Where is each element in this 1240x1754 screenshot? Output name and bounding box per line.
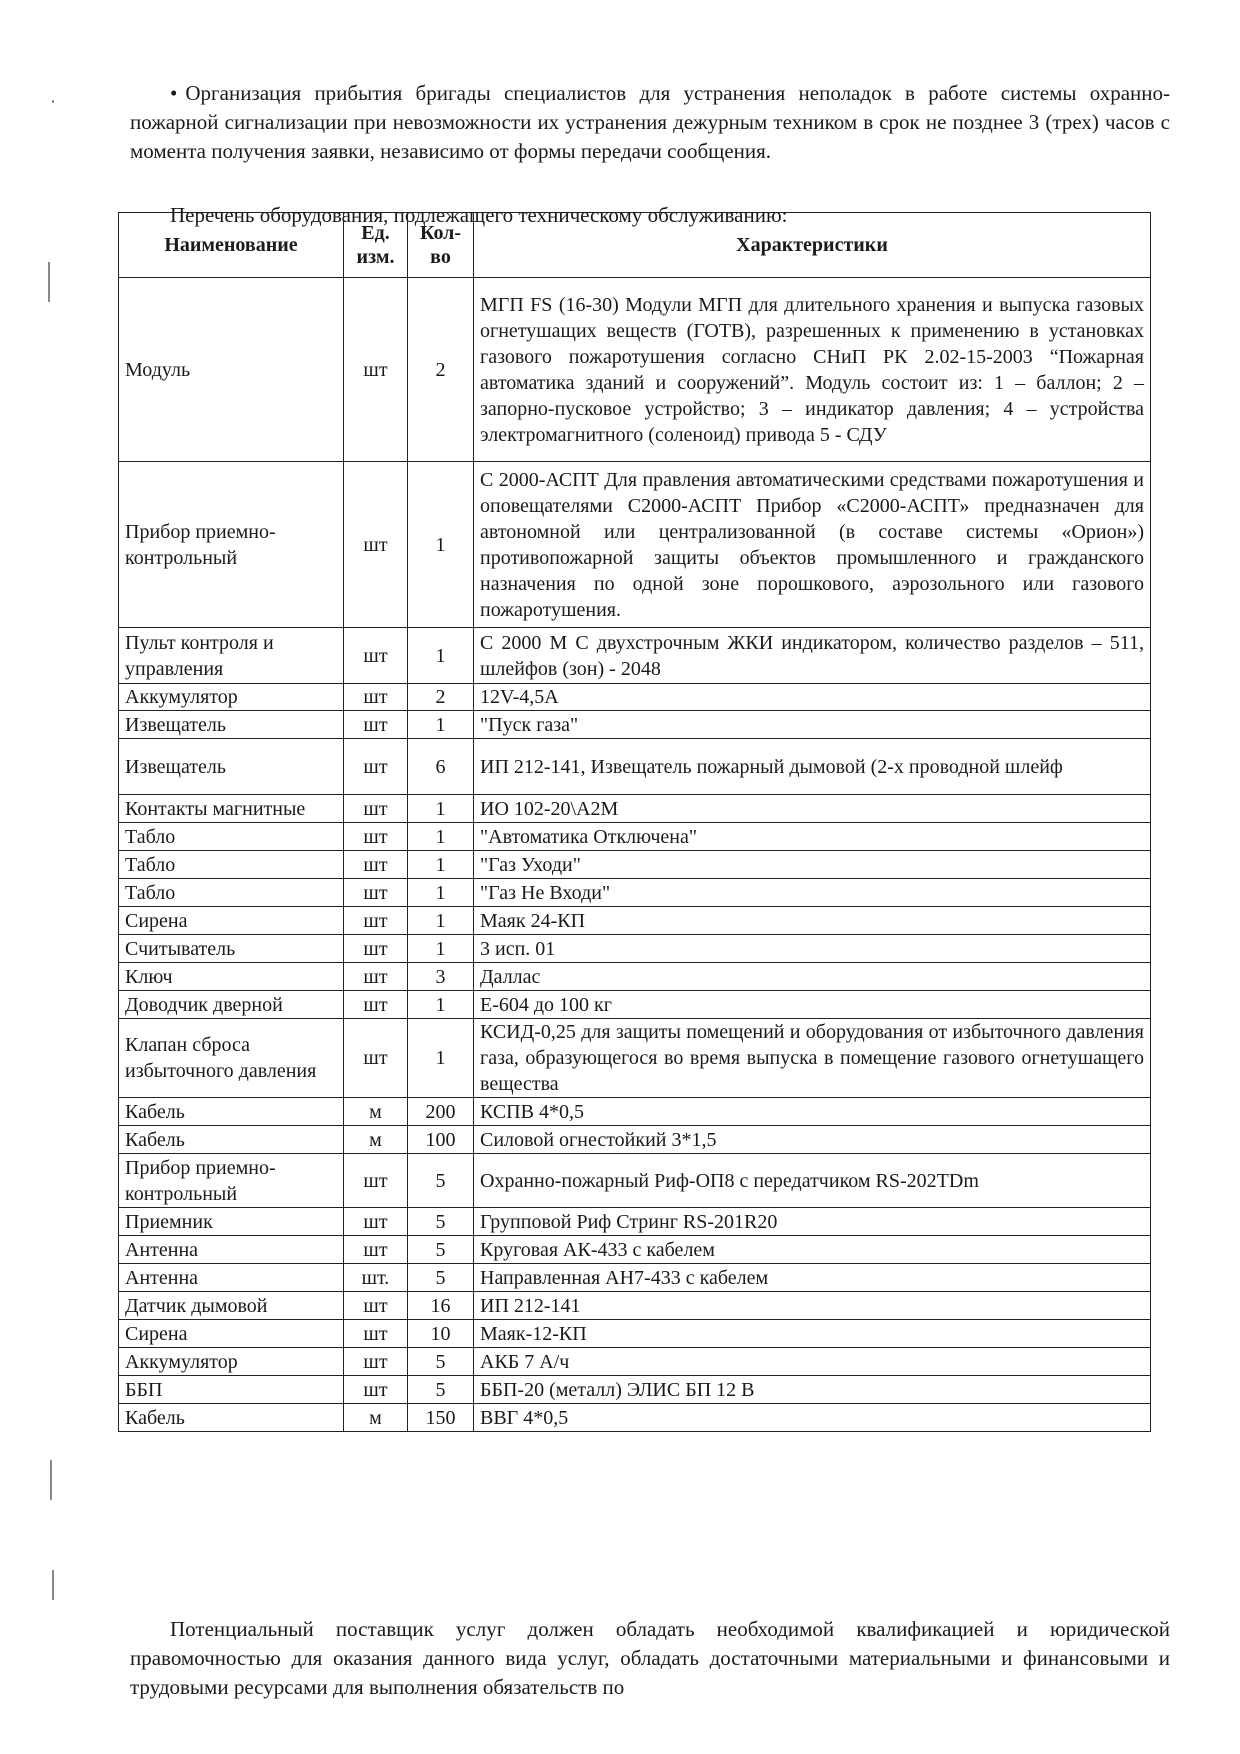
cell-unit: шт [344, 823, 408, 851]
table-row [119, 851, 1151, 879]
cell-desc: Охранно-пожарный Риф-ОП8 с передатчиком RS-202TDm [474, 1154, 1151, 1208]
cell-name: Антенна [119, 1264, 344, 1292]
cell-desc: Круговая АК-433 с кабелем [474, 1236, 1151, 1264]
cell-qty: 100 [408, 1126, 474, 1154]
cell-unit: шт [344, 1154, 408, 1208]
table-row [119, 628, 1151, 684]
cell-qty: 1 [408, 879, 474, 907]
header-unit: Ед. изм. [344, 213, 408, 278]
cell-unit: шт [344, 851, 408, 879]
bullet-symbol: • [170, 81, 178, 105]
cell-unit: шт [344, 684, 408, 711]
cell-unit: шт [344, 628, 408, 684]
cell-unit: шт [344, 278, 408, 462]
cell-qty: 1 [408, 991, 474, 1019]
cell-desc: С 2000 М С двухстрочным ЖКИ индикатором, количество разделов – 511, шлейфов (зон) - 2048 [474, 628, 1151, 684]
cell-name: Сирена [119, 907, 344, 935]
cell-desc: Маяк 24-КП [474, 907, 1151, 935]
cell-desc: КСИД-0,25 для защиты помещений и оборудования от избыточного давления газа, образующегося во время выпуска в помещение газового огнетушащего вещества [474, 1019, 1151, 1098]
cell-name: Антенна [119, 1236, 344, 1264]
cell-qty: 1 [408, 851, 474, 879]
cell-desc: ВВГ 4*0,5 [474, 1404, 1151, 1432]
cell-qty: 1 [408, 823, 474, 851]
cell-name: Кабель [119, 1404, 344, 1432]
cell-desc: ББП-20 (металл) ЭЛИС БП 12 В [474, 1376, 1151, 1404]
cell-unit: м [344, 1098, 408, 1126]
cell-qty: 16 [408, 1292, 474, 1320]
cell-desc: Силовой огнестойкий 3*1,5 [474, 1126, 1151, 1154]
cell-name: Пульт контроля и управления [119, 628, 344, 684]
table-row [119, 1404, 1151, 1432]
cell-name: Модуль [119, 278, 344, 462]
list-title: Перечень оборудования, подлежащего техническому обслуживанию: [170, 203, 788, 227]
cell-desc: Маяк-12-КП [474, 1320, 1151, 1348]
cell-qty: 1 [408, 711, 474, 739]
cell-name: Считыватель [119, 935, 344, 963]
table-row [119, 1098, 1151, 1126]
cell-name: Табло [119, 823, 344, 851]
cell-name: Ключ [119, 963, 344, 991]
header-desc: Характеристики [474, 213, 1151, 278]
table-row [119, 1376, 1151, 1404]
table-header-row [119, 213, 1151, 278]
scan-mark [52, 1570, 54, 1600]
cell-unit: шт [344, 907, 408, 935]
cell-desc: "Газ Уходи" [474, 851, 1151, 879]
table-row [119, 795, 1151, 823]
equipment-table [118, 212, 1151, 1432]
cell-unit: шт [344, 935, 408, 963]
cell-desc: КСПВ 4*0,5 [474, 1098, 1151, 1126]
cell-desc: Групповой Риф Стринг RS-201R20 [474, 1208, 1151, 1236]
cell-name: Кабель [119, 1098, 344, 1126]
scan-mark [52, 100, 54, 103]
cell-unit: шт [344, 1320, 408, 1348]
cell-desc: 3 исп. 01 [474, 935, 1151, 963]
cell-name: Контакты магнитные [119, 795, 344, 823]
cell-desc: "Пуск газа" [474, 711, 1151, 739]
cell-name: Аккумулятор [119, 1348, 344, 1376]
table-row [119, 1154, 1151, 1208]
intro-text: Организация прибытия бригады специалистов для устранения неполадок в работе системы охранно-пожарной сигнализации при невозможности их устранения дежурным техником в срок не позднее 3 (трех) часов с момента получения заявки, независимо от формы передачи сообщения. [130, 81, 1170, 163]
table-row [119, 907, 1151, 935]
cell-qty: 5 [408, 1264, 474, 1292]
table-row [119, 823, 1151, 851]
table-row [119, 739, 1151, 795]
cell-qty: 10 [408, 1320, 474, 1348]
cell-qty: 1 [408, 907, 474, 935]
cell-qty: 200 [408, 1098, 474, 1126]
cell-unit: шт [344, 1376, 408, 1404]
cell-desc: "Автоматика Отключена" [474, 823, 1151, 851]
scan-mark [50, 1460, 52, 1500]
header-qty: Кол-во [408, 213, 474, 278]
cell-unit: шт [344, 1348, 408, 1376]
cell-desc: Е-604 до 100 кг [474, 991, 1151, 1019]
cell-qty: 1 [408, 628, 474, 684]
cell-qty: 5 [408, 1208, 474, 1236]
cell-name: Извещатель [119, 711, 344, 739]
table-row [119, 963, 1151, 991]
header-name: Наименование [119, 213, 344, 278]
cell-qty: 1 [408, 935, 474, 963]
table-row [119, 462, 1151, 628]
table-row [119, 1019, 1151, 1098]
table-row [119, 1126, 1151, 1154]
cell-name: Кабель [119, 1126, 344, 1154]
table-row [119, 711, 1151, 739]
table-row [119, 879, 1151, 907]
cell-desc: "Газ Не Входи" [474, 879, 1151, 907]
table-row [119, 1208, 1151, 1236]
cell-name: Датчик дымовой [119, 1292, 344, 1320]
cell-unit: шт [344, 739, 408, 795]
cell-name: Прибор приемно-контрольный [119, 1154, 344, 1208]
cell-name: Доводчик дверной [119, 991, 344, 1019]
cell-name: Табло [119, 879, 344, 907]
cell-unit: м [344, 1126, 408, 1154]
table-row [119, 684, 1151, 711]
cell-unit: шт [344, 991, 408, 1019]
cell-desc: 12V-4,5A [474, 684, 1151, 711]
cell-name: Клапан сброса избыточного давления [119, 1019, 344, 1098]
cell-qty: 5 [408, 1348, 474, 1376]
table-row [119, 1292, 1151, 1320]
cell-qty: 2 [408, 278, 474, 462]
cell-desc: ИО 102-20\А2М [474, 795, 1151, 823]
cell-name: Аккумулятор [119, 684, 344, 711]
cell-unit: шт [344, 462, 408, 628]
cell-name: Извещатель [119, 739, 344, 795]
cell-name: Табло [119, 851, 344, 879]
cell-unit: шт [344, 711, 408, 739]
cell-desc: ИП 212-141 [474, 1292, 1151, 1320]
cell-name: Сирена [119, 1320, 344, 1348]
cell-desc: ИП 212-141, Извещатель пожарный дымовой (2-х проводной шлейф [474, 739, 1151, 795]
cell-name: Приемник [119, 1208, 344, 1236]
cell-qty: 5 [408, 1376, 474, 1404]
cell-unit: шт [344, 1019, 408, 1098]
cell-qty: 6 [408, 739, 474, 795]
cell-unit: шт [344, 963, 408, 991]
cell-qty: 150 [408, 1404, 474, 1432]
cell-desc: АКБ 7 А/ч [474, 1348, 1151, 1376]
cell-unit: шт. [344, 1264, 408, 1292]
cell-unit: шт [344, 1208, 408, 1236]
table-body [119, 278, 1151, 1432]
table-row [119, 1348, 1151, 1376]
scan-mark [48, 262, 50, 302]
cell-qty: 1 [408, 1019, 474, 1098]
cell-desc: МГП FS (16-30) Модули МГП для длительного хранения и выпуска газовых огнетушащих веществ (ГОТВ), разрешенных к применению в установках газового пожаротушения согласно СНиП РК 2.02-15-2003 “Пожарная автоматика зданий и сооружений”. Модуль состоит из: 1 – баллон; 2 – запорно-пусковое устройство; 3 – индикатор давления; 4 – устройства электромагнитного (соленоид) привода 5 - СДУ [474, 278, 1151, 462]
cell-unit: шт [344, 1292, 408, 1320]
cell-qty: 2 [408, 684, 474, 711]
table-row [119, 278, 1151, 462]
cell-desc: С 2000-АСПТ Для правления автоматическими средствами пожаротушения и оповещателями С2000-АСПТ Прибор «С2000-АСПТ» предназначен для автономной или централизованной (в составе системы «Орион») противопожарной защиты объектов промышленного и гражданского назначения по одной зоне порошкового, аэрозольного или газового пожаротушения. [474, 462, 1151, 628]
cell-desc: Направленная АН7-433 с кабелем [474, 1264, 1151, 1292]
cell-name: Прибор приемно-контрольный [119, 462, 344, 628]
closing-paragraph: Потенциальный поставщик услуг должен обладать необходимой квалификацией и юридической правомочностью для оказания данного вида услуг, обладать достаточными материальными и финансовыми и трудовыми ресурсами для выполнения обязательств по [130, 1617, 1170, 1699]
cell-qty: 5 [408, 1236, 474, 1264]
cell-unit: шт [344, 1236, 408, 1264]
table-row [119, 1236, 1151, 1264]
cell-qty: 3 [408, 963, 474, 991]
table-row [119, 991, 1151, 1019]
intro-paragraph [130, 79, 1170, 166]
cell-desc: Даллас [474, 963, 1151, 991]
table-row [119, 1320, 1151, 1348]
cell-qty: 5 [408, 1154, 474, 1208]
cell-unit: м [344, 1404, 408, 1432]
cell-unit: шт [344, 879, 408, 907]
cell-name: ББП [119, 1376, 344, 1404]
cell-unit: шт [344, 795, 408, 823]
table-row [119, 1264, 1151, 1292]
cell-qty: 1 [408, 795, 474, 823]
cell-qty: 1 [408, 462, 474, 628]
table-row [119, 935, 1151, 963]
